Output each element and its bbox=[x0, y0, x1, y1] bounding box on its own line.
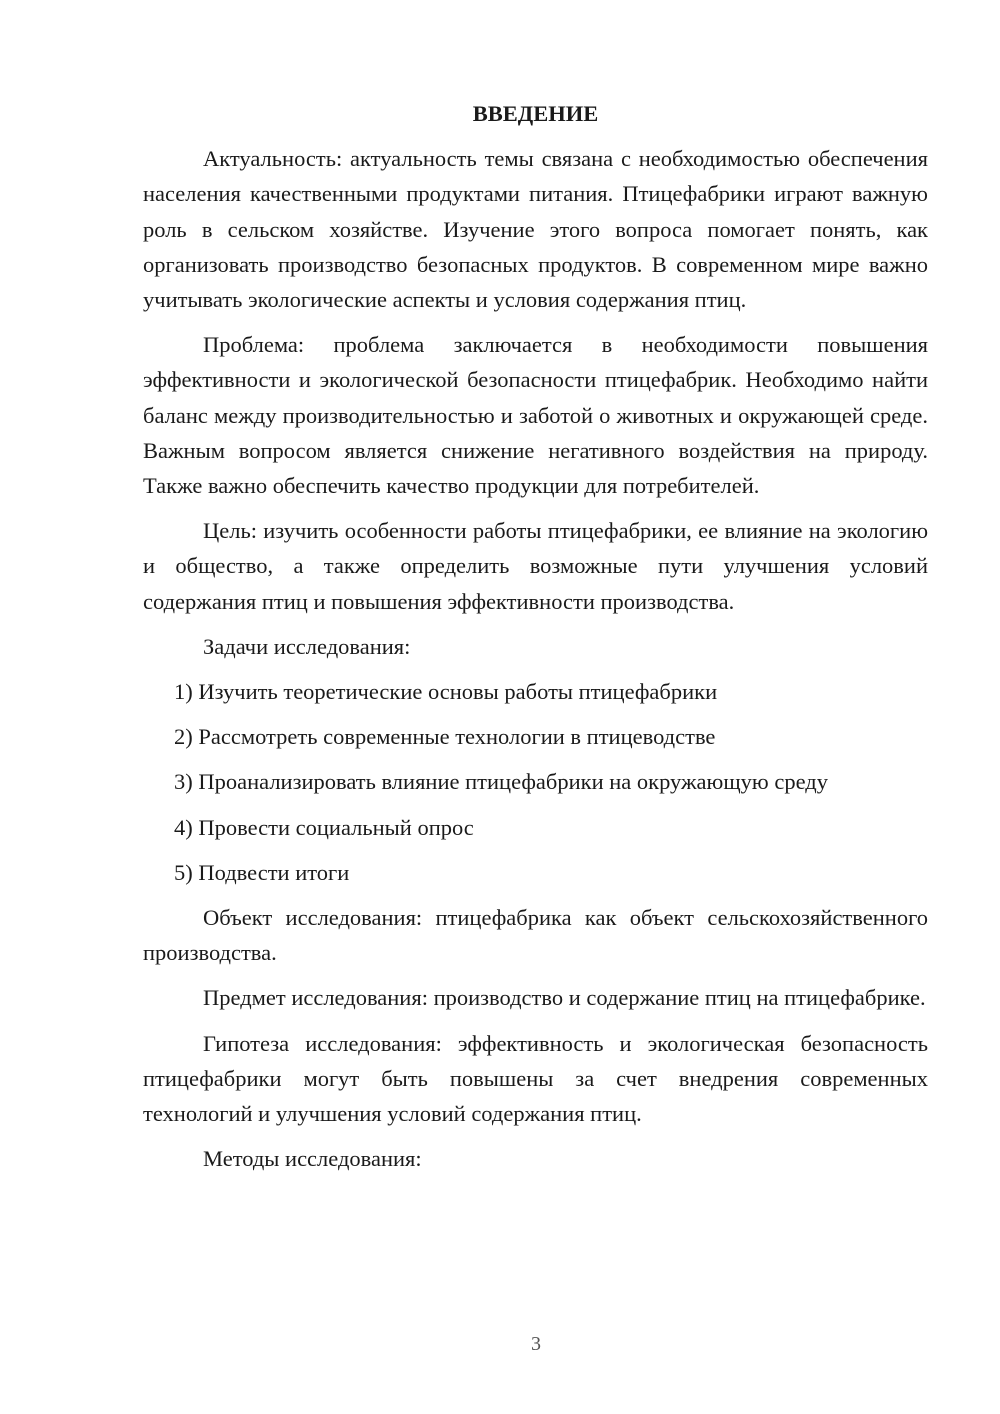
list-item: 2) Рассмотреть современные технологии в птицеводстве bbox=[174, 724, 716, 750]
problem-paragraph: Проблема: проблема заключается в необходимости повышения эффективности и экологической безопасности птицефабрик. Необходимо найти баланс между производительностью и заботой о животных и окружающей среде. Важным вопросом является снижение негативного воздействия на природу. Также важно обеспечить качество продукции для потребителей. bbox=[143, 332, 928, 499]
tasks-heading: Задачи исследования: bbox=[203, 633, 411, 659]
goal-paragraph: Цель: изучить особенности работы птицефабрики, ее влияние на экологию и общество, а также определить возможные пути улучшения условий содержания птиц и повышения эффективности производства. bbox=[143, 518, 928, 614]
hypothesis-paragraph: Гипотеза исследования: эффективность и экологическая безопасность птицефабрики могут быть повышены за счет внедрения современных технологий и улучшения условий содержания птиц. bbox=[143, 1030, 928, 1127]
subject-paragraph: Предмет исследования: производство и содержание птиц на птицефабрике. bbox=[203, 985, 926, 1011]
document-page bbox=[143, 96, 928, 1186]
list-item: 5) Подвести итоги bbox=[174, 859, 350, 885]
page-number: 3 bbox=[531, 1333, 541, 1355]
page-title: ВВЕДЕНИЕ bbox=[472, 101, 599, 126]
list-item: 4) Провести социальный опрос bbox=[174, 814, 474, 840]
relevance-paragraph: Актуальность: актуальность темы связана с необходимостью обеспечения населения качественными продуктами питания. Птицефабрики играют важную роль в сельском хозяйстве. Изучение этого вопроса помогает понять, как организовать производство безопасных продуктов. В современном мире важно учитывать экологические аспекты и условия содержания птиц. bbox=[143, 146, 928, 313]
object-paragraph: Объект исследования: птицефабрика как объект сельскохозяйственного производства. bbox=[143, 905, 928, 966]
tasks-list bbox=[143, 674, 928, 890]
list-item: 3) Проанализировать влияние птицефабрики на окружающую среду bbox=[174, 769, 828, 795]
methods-heading: Методы исследования: bbox=[203, 1146, 422, 1172]
list-item: 1) Изучить теоретические основы работы птицефабрики bbox=[174, 679, 718, 705]
